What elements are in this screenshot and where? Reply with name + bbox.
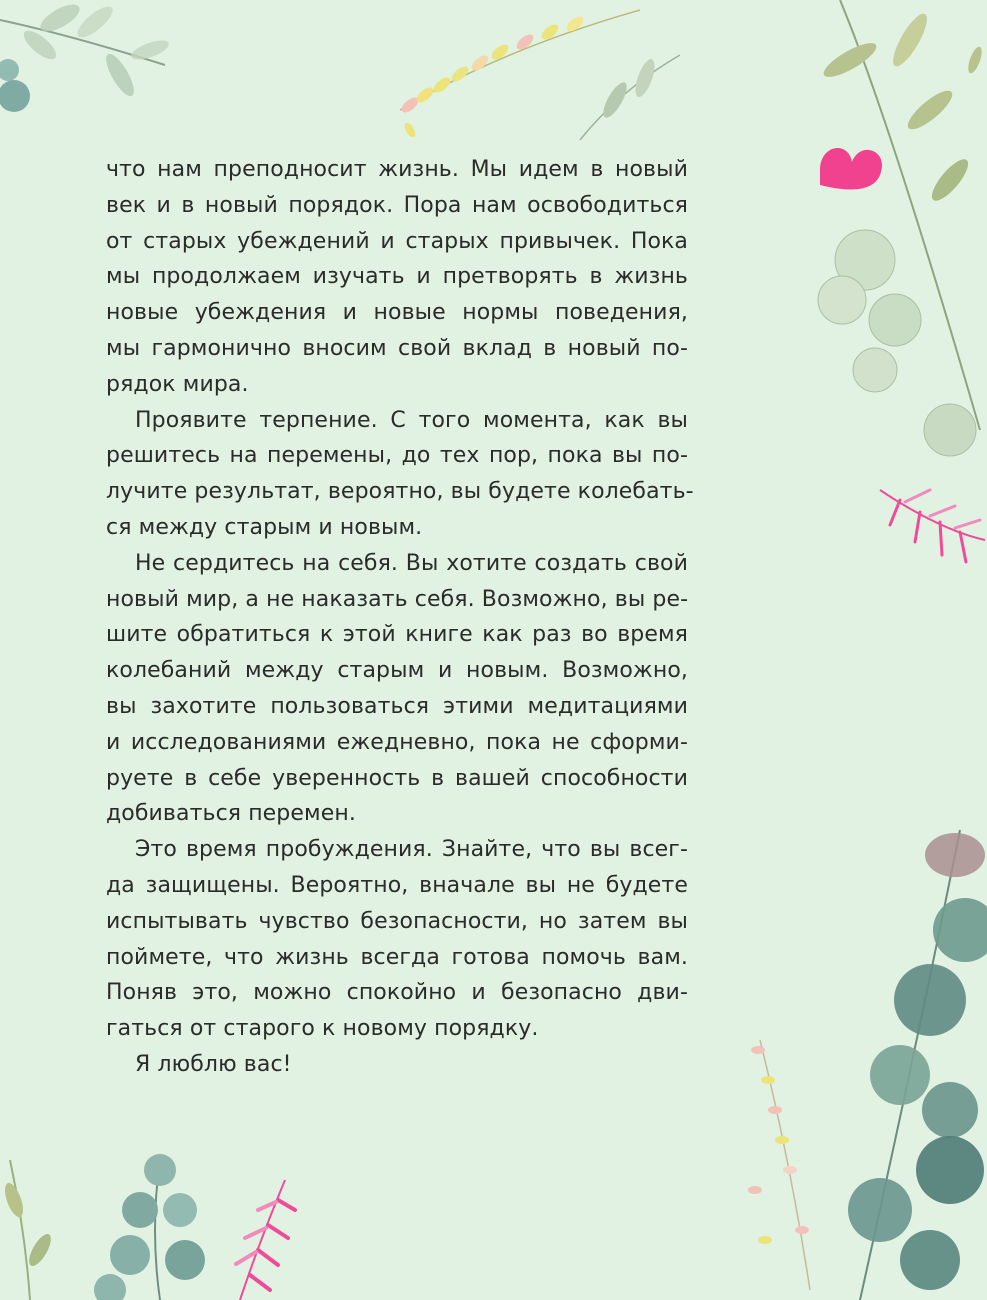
text-line: добиваться перемен. bbox=[106, 801, 356, 827]
pink-fern-illustration bbox=[870, 470, 987, 580]
heart-eucalyptus-illustration bbox=[780, 0, 987, 480]
text-line: и исследованиями ежедневно, пока не сформи- bbox=[106, 729, 688, 755]
yellow-sprig-illustration bbox=[380, 0, 710, 150]
text-line: решитесь на перемены, до тех пор, пока вы по- bbox=[106, 443, 688, 469]
text-line: новый мир, а не наказать себя. Возможно, вы ре- bbox=[106, 586, 689, 612]
text-line: Проявите терпение. С того момента, как вы bbox=[135, 407, 688, 433]
text-line: что нам преподносит жизнь. Мы идем в новый bbox=[106, 157, 688, 182]
text-line: вы захотите пользоваться этими медитациями bbox=[106, 693, 688, 719]
bottom-left-foliage-illustration bbox=[0, 1140, 310, 1300]
text-line: Поняв это, можно спокойно и безопасно дви- bbox=[106, 980, 688, 1006]
eucalyptus-branch-top-left-illustration bbox=[0, 0, 190, 130]
text-line: Не сердитесь на себя. Вы хотите создать свой bbox=[135, 550, 688, 576]
text-line: мы продолжаем изучать и претворять в жизнь bbox=[106, 264, 688, 290]
text-line: Я люблю вас! bbox=[135, 1051, 292, 1077]
text-line: ся между старым и новым. bbox=[106, 514, 423, 540]
text-line: лучите результат, вероятно, вы будете колебать- bbox=[106, 479, 694, 505]
text-line: век и в новый порядок. Пора нам освободиться bbox=[106, 192, 688, 218]
text-line: мы гармонично вносим свой вклад в новый по- bbox=[106, 335, 688, 361]
text-line: испытывать чувство безопасности, но затем вы bbox=[106, 908, 688, 934]
heart-icon bbox=[820, 148, 882, 189]
text-line: поймете, что жизнь всегда готова помочь вам. bbox=[106, 944, 688, 970]
text-line: от старых убеждений и старых привычек. Пока bbox=[106, 228, 688, 254]
text-line: да защищены. Вероятно, вначале вы не будете bbox=[106, 872, 688, 898]
text-line: Это время пробуждения. Знайте, что вы всег- bbox=[135, 837, 688, 863]
page-body-text bbox=[106, 152, 694, 1083]
text-line: рядок мира. bbox=[106, 371, 249, 397]
text-line: шите обратиться к этой книге как раз во время bbox=[106, 622, 688, 648]
text-line: новые убеждения и новые нормы поведения, bbox=[106, 300, 688, 326]
dark-eucalyptus-illustration bbox=[730, 810, 987, 1300]
text-line: руете в себе уверенность в вашей способности bbox=[106, 765, 688, 791]
text-line: колебаний между старым и новым. Возможно, bbox=[106, 658, 688, 684]
text-line: гаться от старого к новому порядку. bbox=[106, 1016, 539, 1042]
